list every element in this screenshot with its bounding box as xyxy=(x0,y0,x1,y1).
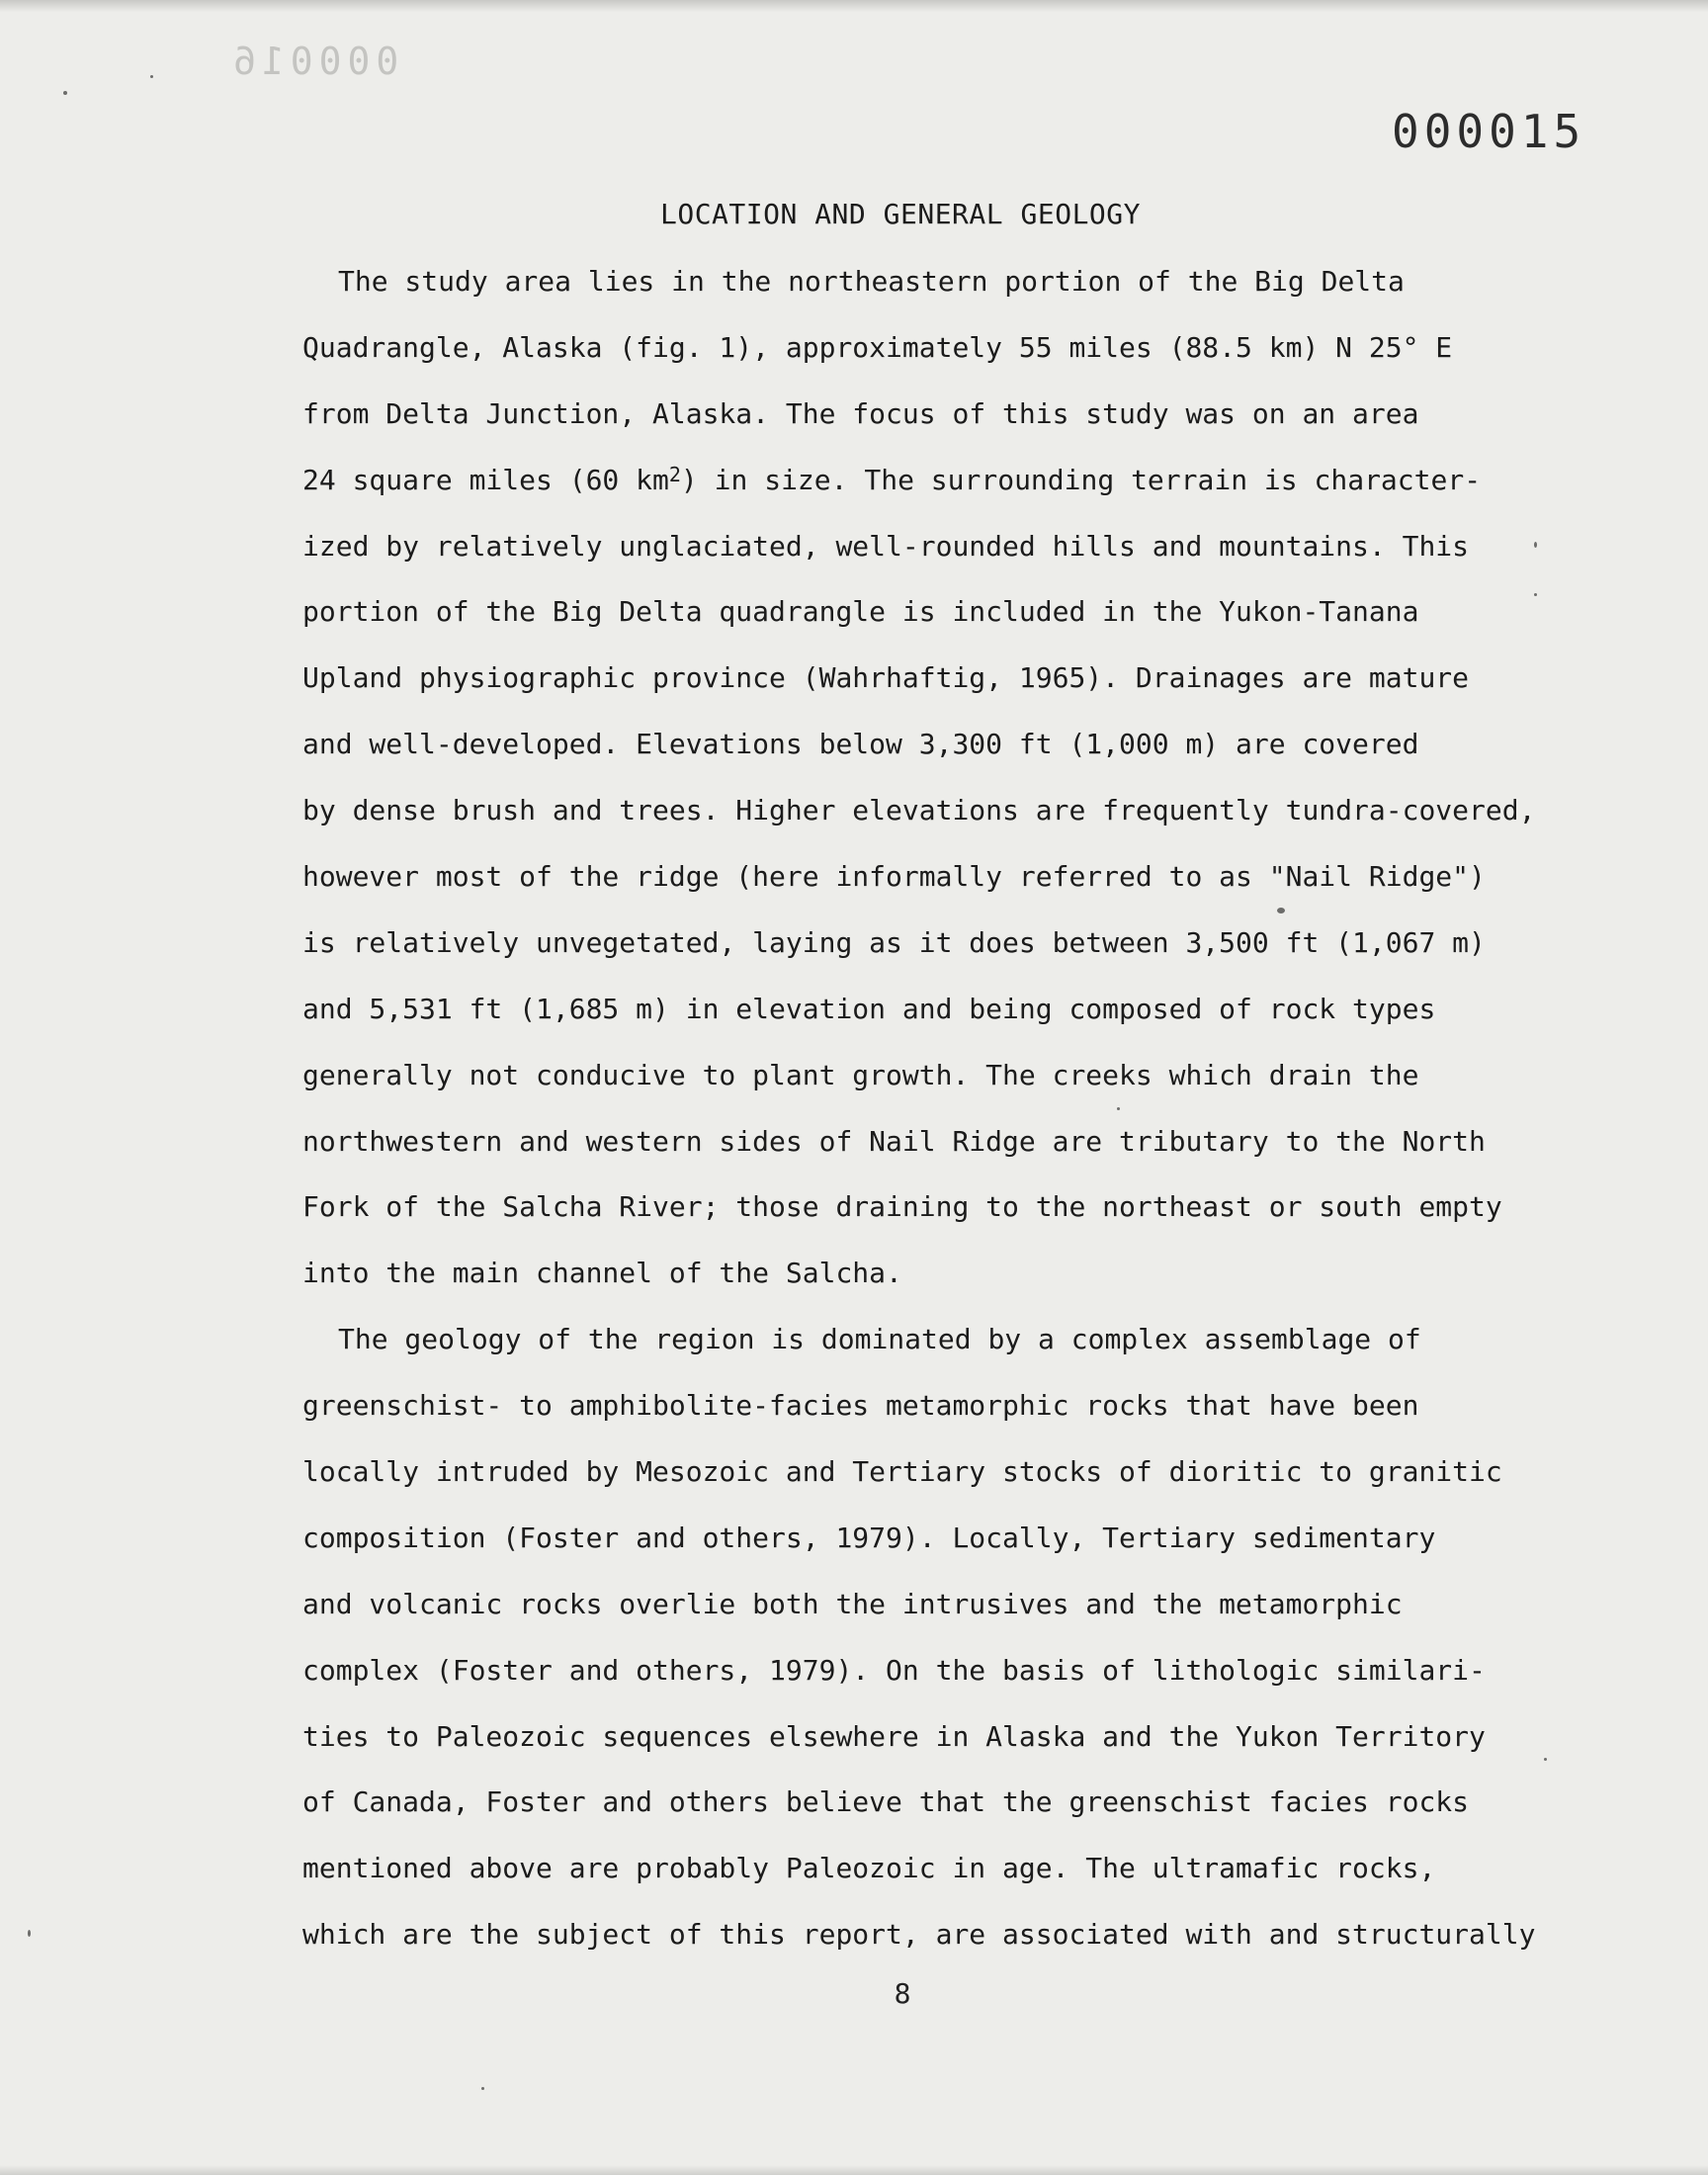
text-line-content: generally not conducive to plant growth. The creeks which drain the xyxy=(302,1058,1419,1091)
scan-speck xyxy=(1534,542,1537,548)
text-line-content: which are the subject of this report, are associated with and structurally xyxy=(302,1918,1536,1952)
text-line-content: Upland physiographic province (Wahrhaftig, 1965). Drainages are mature xyxy=(302,661,1470,695)
scan-speck xyxy=(1277,908,1285,914)
text-line xyxy=(302,323,1558,390)
text-line-content: Quadrangle, Alaska (fig. 1), approximately 55 miles (88.5 km) N 25° E xyxy=(302,330,1453,364)
text-line xyxy=(302,1051,1558,1117)
text-line-content: by dense brush and trees. Higher elevations are frequently tundra-covered, xyxy=(302,794,1536,827)
text-line xyxy=(302,1844,1558,1910)
text-line xyxy=(302,1646,1558,1712)
text-line-content: ) in size. The surrounding terrain is character- xyxy=(680,463,1482,496)
text-line xyxy=(302,852,1558,918)
scan-speck xyxy=(63,91,67,95)
text-line xyxy=(302,786,1558,852)
text-line xyxy=(302,1910,1558,1976)
body-text xyxy=(302,257,1558,1976)
text-line-content: and 5,531 ft (1,685 m) in elevation and being composed of rock types xyxy=(302,992,1436,1025)
text-line-content: mentioned above are probably Paleozoic in age. The ultramafic rocks, xyxy=(302,1852,1436,1885)
text-line-content: ized by relatively unglaciated, well-rounded hills and mountains. This xyxy=(302,529,1470,563)
text-line xyxy=(302,985,1558,1051)
bleed-through-number: 000016 xyxy=(227,40,399,83)
text-line xyxy=(302,587,1558,653)
text-line-content: Fork of the Salcha River; those draining to the northeast or south empty xyxy=(302,1190,1502,1224)
text-line-content: however most of the ridge (here informally referred to as "Nail Ridge") xyxy=(302,860,1486,894)
text-line-content: is relatively unvegetated, laying as it does between 3,500 ft (1,067 m) xyxy=(302,925,1486,959)
text-line xyxy=(302,1580,1558,1646)
scan-speck xyxy=(481,2087,484,2090)
text-line-content: from Delta Junction, Alaska. The focus of this study was on an area xyxy=(302,396,1419,430)
text-line xyxy=(302,257,1558,323)
text-line-content: and well-developed. Elevations below 3,300 ft (1,000 m) are covered xyxy=(302,728,1419,761)
scan-speck xyxy=(1117,1107,1120,1110)
text-line-content: locally intruded by Mesozoic and Tertiary stocks of dioritic to granitic xyxy=(302,1455,1502,1489)
text-line xyxy=(302,720,1558,786)
text-line xyxy=(302,1514,1558,1580)
text-line-content: composition (Foster and others, 1979). Locally, Tertiary sedimentary xyxy=(302,1521,1436,1554)
scan-edge-shadow xyxy=(0,0,1708,12)
text-line-content: northwestern and western sides of Nail Ridge are tributary to the North xyxy=(302,1124,1486,1158)
text-line-content: and volcanic rocks overlie both the intrusives and the metamorphic xyxy=(302,1587,1403,1620)
page-number: 8 xyxy=(894,1977,911,2010)
text-line xyxy=(302,1778,1558,1844)
text-line-content: The study area lies in the northeastern portion of the Big Delta xyxy=(338,265,1405,298)
text-line xyxy=(302,918,1558,985)
superscript: 2 xyxy=(668,462,681,486)
text-line xyxy=(302,1182,1558,1249)
text-line-content: The geology of the region is dominated by a complex assemblage of xyxy=(338,1323,1421,1356)
scan-speck xyxy=(150,75,153,78)
text-line xyxy=(302,653,1558,720)
text-line-content: of Canada, Foster and others believe that the greenschist facies rocks xyxy=(302,1785,1470,1819)
text-line-content: 24 square miles (60 km xyxy=(302,463,669,496)
text-line xyxy=(302,522,1558,588)
text-line xyxy=(302,1712,1558,1779)
scan-speck xyxy=(1534,593,1537,596)
text-line xyxy=(302,1315,1558,1381)
section-title: LOCATION AND GENERAL GEOLOGY xyxy=(659,198,1141,230)
scan-edge-shadow xyxy=(0,2165,1708,2175)
text-line xyxy=(302,1381,1558,1447)
text-line xyxy=(302,390,1558,456)
scan-speck xyxy=(28,1930,31,1937)
text-line xyxy=(302,1447,1558,1514)
text-line-content: into the main channel of the Salcha. xyxy=(302,1257,902,1290)
text-line xyxy=(302,1249,1558,1315)
text-line-content: portion of the Big Delta quadrangle is included in the Yukon-Tanana xyxy=(302,595,1419,629)
text-line-content: greenschist- to amphibolite-facies metamorphic rocks that have been xyxy=(302,1389,1419,1423)
text-line xyxy=(302,1117,1558,1183)
scan-speck xyxy=(1544,1758,1547,1761)
text-line xyxy=(302,456,1558,522)
document-stamp-number: 000015 xyxy=(1392,105,1586,158)
text-line-content: complex (Foster and others, 1979). On the basis of lithologic similari- xyxy=(302,1653,1486,1687)
text-line-content: ties to Paleozoic sequences elsewhere in Alaska and the Yukon Territory xyxy=(302,1719,1486,1753)
